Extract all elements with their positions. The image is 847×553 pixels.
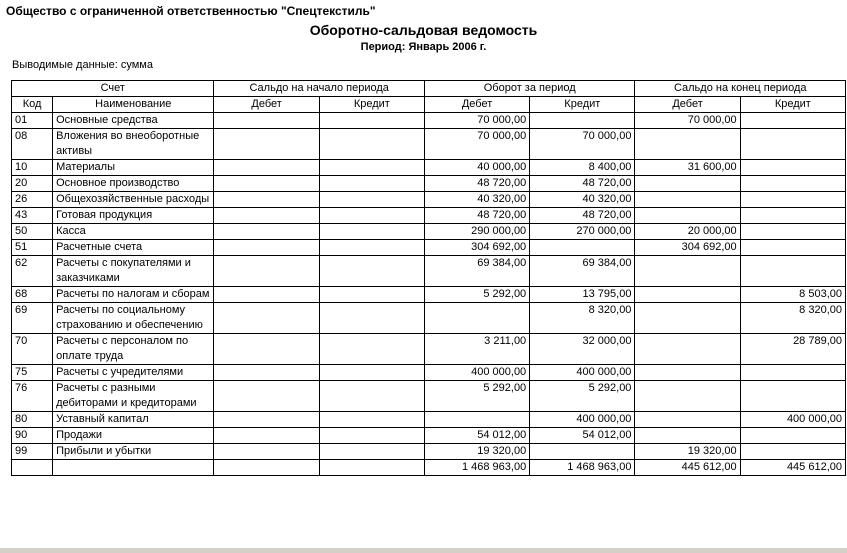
closing-debit: 304 692,00 [635,240,740,256]
account-name: Общехозяйственные расходы [53,192,214,208]
turnover-debit: 54 012,00 [424,428,529,444]
turnover-debit: 48 720,00 [424,176,529,192]
closing-credit: 8 503,00 [740,287,845,303]
closing-debit [635,303,740,334]
turnover-debit: 70 000,00 [424,113,529,129]
total-turnover-credit: 1 468 963,00 [530,460,635,476]
turnover-credit: 32 000,00 [530,334,635,365]
turnover-balance-table [11,80,846,476]
closing-debit [635,381,740,412]
total-opening-debit [214,460,319,476]
opening-credit [319,381,424,412]
total-closing-credit: 445 612,00 [740,460,845,476]
turnover-credit: 13 795,00 [530,287,635,303]
closing-credit [740,381,845,412]
report-period: Период: Январь 2006 г. [360,41,487,53]
opening-credit [319,287,424,303]
opening-debit [214,129,319,160]
table-row [12,208,846,224]
account-code: 08 [12,129,53,160]
closing-balance-header: Сальдо на конец периода [635,81,846,97]
closing-credit [740,444,845,460]
organization-name: Общество с ограниченной ответственностью "Спецтекстиль" [6,4,376,18]
turnover-credit: 54 012,00 [530,428,635,444]
account-name: Уставный капитал [53,412,214,428]
totals-row [12,460,846,476]
account-name: Расчетные счета [53,240,214,256]
report-title: Оборотно-сальдовая ведомость [309,22,538,38]
table-row [12,334,846,365]
account-name: Расчеты по социальному страхованию и обеспечению [53,303,214,334]
closing-credit [740,224,845,240]
account-name: Касса [53,224,214,240]
turnover-debit: 400 000,00 [424,365,529,381]
closing-credit [740,176,845,192]
totals-name [53,460,214,476]
opening-debit [214,444,319,460]
turnover-credit: 5 292,00 [530,381,635,412]
closing-debit [635,428,740,444]
opening-debit [214,412,319,428]
table-row [12,224,846,240]
turnover-credit [530,444,635,460]
opening-debit [214,287,319,303]
opening-debit [214,224,319,240]
turnover-credit: 8 400,00 [530,160,635,176]
closing-debit [635,208,740,224]
closing-debit [635,334,740,365]
turnover-debit: 3 211,00 [424,334,529,365]
turnover-credit [530,240,635,256]
account-name: Материалы [53,160,214,176]
account-name: Расчеты по налогам и сборам [53,287,214,303]
closing-debit [635,192,740,208]
turnover-debit: 290 000,00 [424,224,529,240]
closing-debit: 70 000,00 [635,113,740,129]
table-row [12,160,846,176]
closing-debit [635,129,740,160]
opening-credit [319,240,424,256]
account-code: 01 [12,113,53,129]
closing-credit [740,129,845,160]
table-row [12,129,846,160]
turnover-debit: 19 320,00 [424,444,529,460]
account-code: 69 [12,303,53,334]
opening-debit [214,113,319,129]
opening-debit [214,240,319,256]
opening-debit [214,160,319,176]
account-code: 70 [12,334,53,365]
table-row [12,256,846,287]
opening-credit [319,192,424,208]
opening-debit [214,256,319,287]
account-code: 68 [12,287,53,303]
total-opening-credit [319,460,424,476]
account-name: Расчеты с учредителями [53,365,214,381]
turnover-debit [424,412,529,428]
closing-debit [635,176,740,192]
closing-credit [740,208,845,224]
turnover-credit: 400 000,00 [530,412,635,428]
account-name: Основные средства [53,113,214,129]
account-name: Расчеты с разными дебиторами и кредиторами [53,381,214,412]
table-row [12,192,846,208]
table-row [12,303,846,334]
turnover-debit: 48 720,00 [424,208,529,224]
name-header: Наименование [53,97,214,113]
opening-balance-header: Сальдо на начало периода [214,81,424,97]
table-row [12,381,846,412]
turnover-debit: 70 000,00 [424,129,529,160]
account-name: Готовая продукция [53,208,214,224]
turnover-debit [424,303,529,334]
opening-credit [319,428,424,444]
opening-debit [214,381,319,412]
total-closing-debit: 445 612,00 [635,460,740,476]
closing-credit: 400 000,00 [740,412,845,428]
opening-debit [214,303,319,334]
account-code: 20 [12,176,53,192]
closing-debit [635,287,740,303]
account-code: 10 [12,160,53,176]
account-code: 26 [12,192,53,208]
turnover-header: Оборот за период [424,81,634,97]
opening-credit [319,224,424,240]
opening-credit [319,129,424,160]
closing-debit [635,256,740,287]
closing-credit [740,160,845,176]
opening-credit [319,334,424,365]
account-code: 51 [12,240,53,256]
opening-credit [319,444,424,460]
account-name: Основное производство [53,176,214,192]
opening-debit [214,334,319,365]
account-header: Счет [12,81,214,97]
opening-credit [319,365,424,381]
closing-debit [635,412,740,428]
account-code: 76 [12,381,53,412]
opening-credit [319,303,424,334]
account-name: Продажи [53,428,214,444]
closing-credit [740,365,845,381]
opening-debit [214,428,319,444]
turnover-credit: 270 000,00 [530,224,635,240]
turnover-credit: 69 384,00 [530,256,635,287]
total-turnover-debit: 1 468 963,00 [424,460,529,476]
turnover-credit: 70 000,00 [530,129,635,160]
closing-debit: 19 320,00 [635,444,740,460]
table-row [12,444,846,460]
opening-credit [319,208,424,224]
closing-credit [740,428,845,444]
turnover-debit: 69 384,00 [424,256,529,287]
account-code: 75 [12,365,53,381]
turnover-credit: 400 000,00 [530,365,635,381]
account-code: 99 [12,444,53,460]
account-code: 50 [12,224,53,240]
account-name: Расчеты с покупателями и заказчиками [53,256,214,287]
opening-credit-header: Кредит [319,97,424,113]
turnover-debit-header: Дебет [424,97,529,113]
account-name: Прибыли и убытки [53,444,214,460]
closing-credit [740,256,845,287]
opening-credit [319,160,424,176]
opening-debit [214,365,319,381]
closing-debit-header: Дебет [635,97,740,113]
turnover-credit: 8 320,00 [530,303,635,334]
turnover-debit: 40 000,00 [424,160,529,176]
closing-credit [740,240,845,256]
closing-debit: 20 000,00 [635,224,740,240]
account-code: 62 [12,256,53,287]
closing-credit [740,113,845,129]
opening-debit [214,208,319,224]
totals-code [12,460,53,476]
account-name: Расчеты с персоналом по оплате труда [53,334,214,365]
turnover-debit: 40 320,00 [424,192,529,208]
table-row [12,113,846,129]
output-data-label: Выводимые данные: сумма [12,59,153,71]
table-row [12,176,846,192]
account-code: 90 [12,428,53,444]
code-header: Код [12,97,53,113]
opening-credit [319,113,424,129]
table-row [12,240,846,256]
closing-credit: 28 789,00 [740,334,845,365]
turnover-credit: 48 720,00 [530,176,635,192]
opening-credit [319,256,424,287]
opening-credit [319,412,424,428]
closing-debit: 31 600,00 [635,160,740,176]
opening-credit [319,176,424,192]
account-name: Вложения во внеоборотные активы [53,129,214,160]
turnover-credit [530,113,635,129]
closing-credit: 8 320,00 [740,303,845,334]
closing-credit [740,192,845,208]
turnover-debit: 304 692,00 [424,240,529,256]
closing-credit-header: Кредит [740,97,845,113]
opening-debit [214,176,319,192]
closing-debit [635,365,740,381]
turnover-credit: 48 720,00 [530,208,635,224]
turnover-credit-header: Кредит [530,97,635,113]
account-code: 43 [12,208,53,224]
account-code: 80 [12,412,53,428]
table-row [12,412,846,428]
turnover-credit: 40 320,00 [530,192,635,208]
opening-debit [214,192,319,208]
table-row [12,428,846,444]
turnover-debit: 5 292,00 [424,381,529,412]
bottom-frame [0,548,847,553]
opening-debit-header: Дебет [214,97,319,113]
turnover-debit: 5 292,00 [424,287,529,303]
table-row [12,365,846,381]
table-row [12,287,846,303]
